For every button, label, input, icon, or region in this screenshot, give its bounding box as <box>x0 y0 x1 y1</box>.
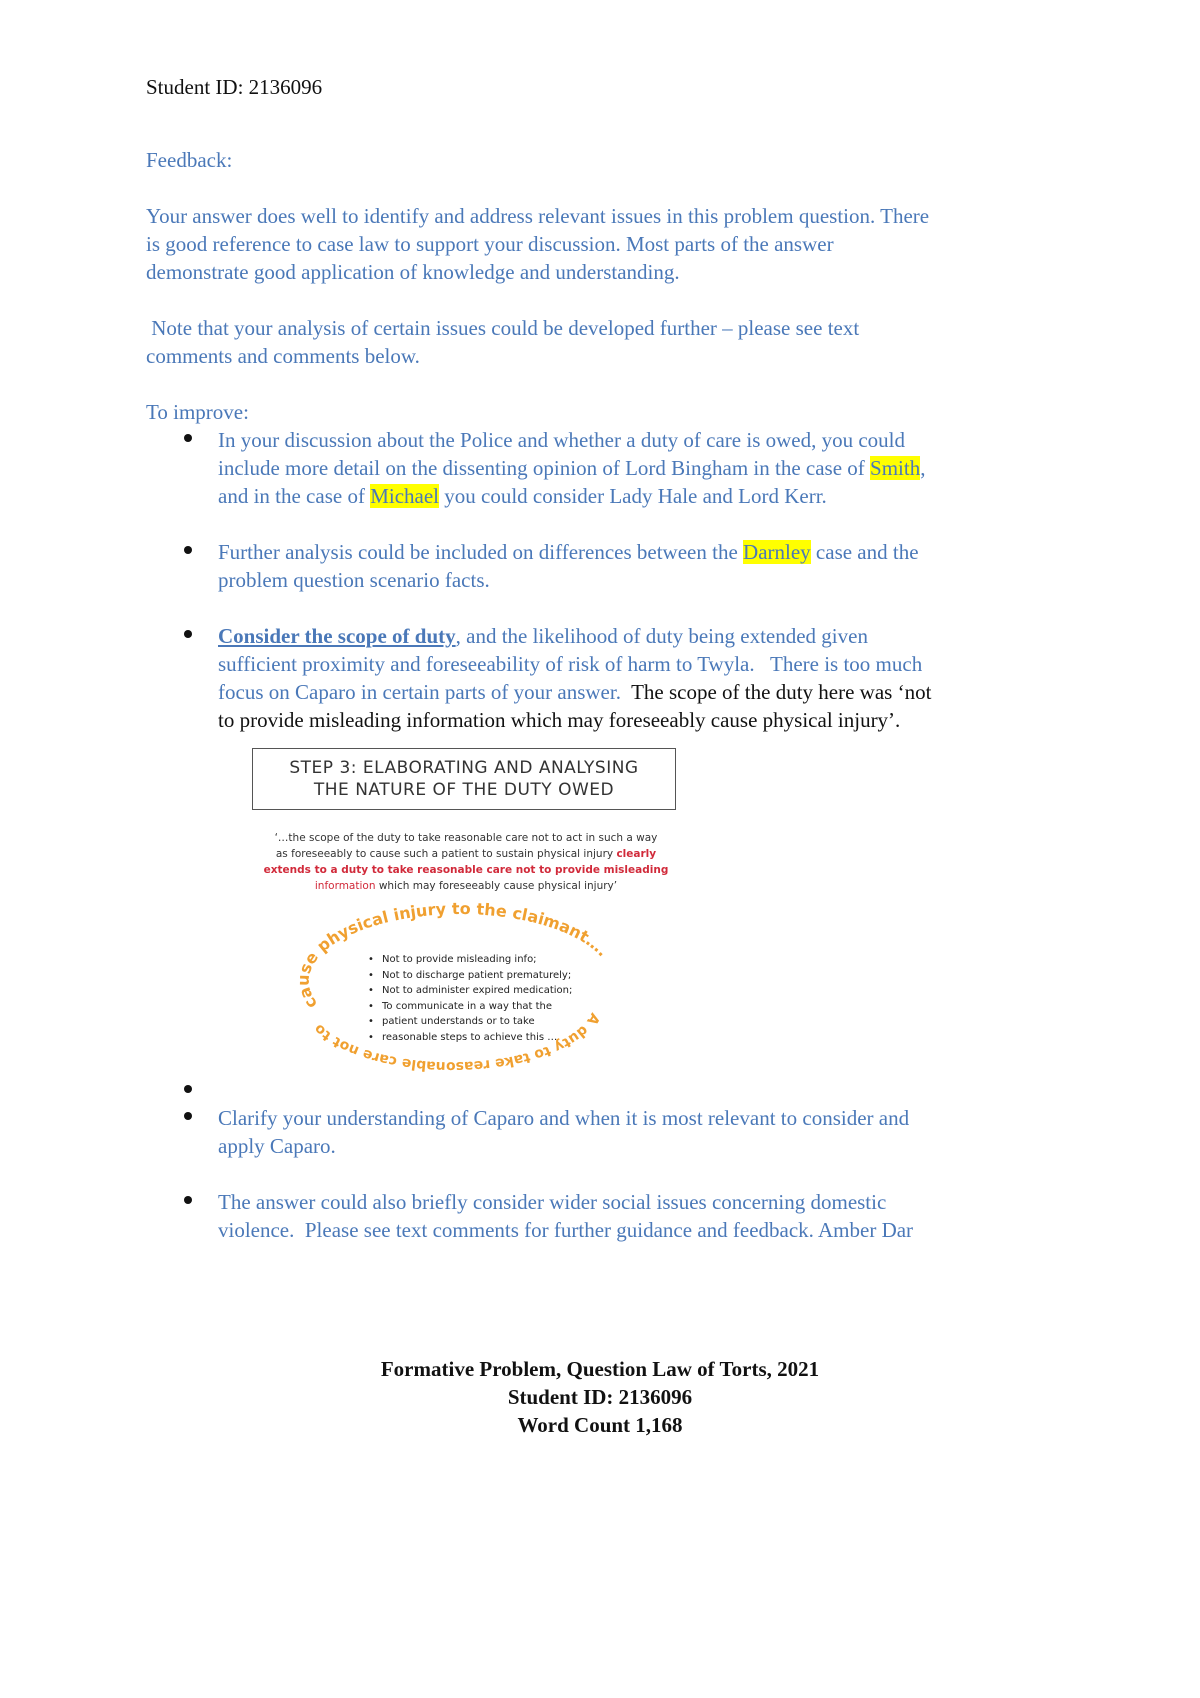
feedback-para2-line2: comments and comments below. <box>146 344 420 368</box>
feedback-para1-line3: demonstrate good application of knowledge and understanding. <box>146 260 680 284</box>
step3-heading-line2: THE NATURE OF THE DUTY OWED <box>313 780 615 800</box>
bullet-marker <box>184 1196 192 1204</box>
arc-top-text: cause physical injury to the claimant…. <box>293 898 613 1013</box>
bullet6-line2: violence. Please see text comments for further guidance and feedback. Amber Dar <box>218 1218 914 1242</box>
quote-line1: ‘…the scope of the duty to take reasonable care not to act in such a way <box>274 832 658 844</box>
quote-line4: information which may foreseeably cause physical injury’ <box>314 880 618 892</box>
scope-of-duty-link[interactable]: Consider the scope of duty <box>218 624 456 648</box>
bullet1-line1: In your discussion about the Police and whether a duty of care is owed, you could <box>218 428 906 452</box>
bullet-marker <box>184 546 192 554</box>
feedback-para1-line1: Your answer does well to identify and address relevant issues in this problem question. There <box>146 204 930 228</box>
list-item: • Not to administer expired medication; <box>368 983 572 999</box>
highlight-michael: Michael <box>370 484 440 508</box>
duty-owed-figure <box>250 746 690 1076</box>
bullet3-line4: to provide misleading information which may foreseeably cause physical injury’. <box>218 708 901 732</box>
step3-heading-line1: STEP 3: ELABORATING AND ANALYSING <box>289 758 639 778</box>
bullet5-line1: Clarify your understanding of Caparo and when it is most relevant to consider and <box>218 1106 910 1130</box>
list-item: • Not to discharge patient prematurely; <box>368 968 572 984</box>
arc-bottom-text: A duty to take reasonable care not to <box>311 1010 603 1075</box>
highlight-smith: Smith <box>870 456 921 480</box>
bullet-marker <box>184 1112 192 1120</box>
list-item: • Not to provide misleading info; <box>368 952 572 968</box>
bullet6-line1: The answer could also briefly consider wider social issues concerning domestic <box>218 1190 887 1214</box>
list-item: • To communicate in a way that the <box>368 999 572 1015</box>
feedback-para2-line1: Note that your analysis of certain issues could be developed further – please see text <box>146 316 860 340</box>
duty-examples-list <box>368 952 572 1045</box>
bullet3-line2: sufficient proximity and foreseeability of risk of harm to Twyla. There is too much <box>218 652 923 676</box>
bullet-marker <box>184 630 192 638</box>
bullet3-line1: Consider the scope of duty, and the likelihood of duty being extended given <box>218 624 868 648</box>
bullet3-line3: focus on Caparo in certain parts of your answer. The scope of the duty here was ‘not <box>218 680 932 704</box>
bullet1-line3: and in the case of Michael you could consider Lady Hale and Lord Kerr. <box>218 484 827 508</box>
list-item: • patient understands or to take <box>368 1014 572 1030</box>
word-count: Word Count 1,168 <box>517 1413 683 1437</box>
bullet5-line2: apply Caparo. <box>218 1134 336 1158</box>
bullet-marker <box>184 1085 192 1093</box>
document-student-id: Student ID: 2136096 <box>507 1385 693 1409</box>
bullet1-line2: include more detail on the dissenting opinion of Lord Bingham in the case of Smith, <box>218 456 926 480</box>
document-title: Formative Problem, Question Law of Torts, 2021 <box>380 1357 820 1381</box>
bullet2-line1: Further analysis could be included on differences between the Darnley case and the <box>218 540 919 564</box>
highlight-darnley: Darnley <box>743 540 811 564</box>
student-id-header: Student ID: 2136096 <box>146 75 323 99</box>
feedback-para1-line2: is good reference to case law to support your discussion. Most parts of the answer <box>146 232 834 256</box>
feedback-title: Feedback: <box>146 148 233 172</box>
bullet-marker <box>184 434 192 442</box>
list-item: • reasonable steps to achieve this … <box>368 1030 572 1046</box>
improve-title: To improve: <box>146 400 249 424</box>
quote-line2: as foreseeably to cause such a patient to sustain physical injury clearly <box>275 848 657 860</box>
quote-line3: extends to a duty to take reasonable care not to provide misleading <box>263 864 669 876</box>
bullet2-line2: problem question scenario facts. <box>218 568 490 592</box>
